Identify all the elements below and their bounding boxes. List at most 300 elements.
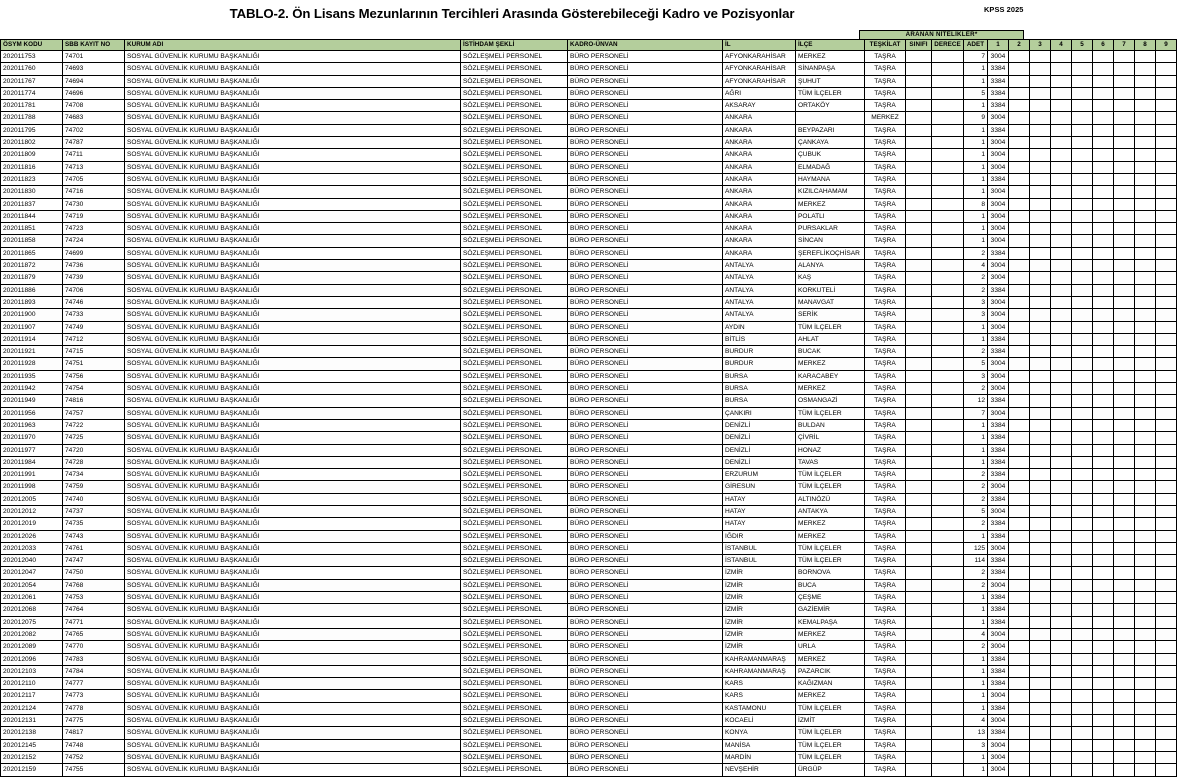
cell-derece — [932, 469, 964, 481]
table-row[interactable] — [1, 727, 1177, 739]
table-row[interactable] — [1, 567, 1177, 579]
cell-sinifi — [906, 333, 932, 345]
column-header-il[interactable]: İL — [723, 40, 796, 51]
cell-kadro_unvan: BÜRO PERSONELİ — [568, 579, 723, 591]
table-row[interactable] — [1, 456, 1177, 468]
cell-nitelik-4 — [1051, 751, 1072, 763]
table-row[interactable] — [1, 481, 1177, 493]
cell-sinifi — [906, 223, 932, 235]
table-row[interactable] — [1, 653, 1177, 665]
column-header-osym_kodu[interactable]: ÖSYM KODU — [1, 40, 63, 51]
cell-il: ANTALYA — [723, 260, 796, 272]
cell-nitelik-7 — [1114, 346, 1135, 358]
cell-istihdam_sekli: SÖZLEŞMELİ PERSONEL — [461, 186, 568, 198]
cell-istihdam_sekli: SÖZLEŞMELİ PERSONEL — [461, 112, 568, 124]
cell-nitelik-9 — [1156, 739, 1177, 751]
cell-nitelik-2 — [1009, 456, 1030, 468]
column-header-nitelik-1[interactable]: 1 — [988, 40, 1009, 51]
cell-il: AFYONKARAHİSAR — [723, 75, 796, 87]
cell-nitelik-8 — [1135, 567, 1156, 579]
cell-derece — [932, 555, 964, 567]
cell-kurum_adi: SOSYAL GÜVENLİK KURUMU BAŞKANLIĞI — [125, 493, 461, 505]
table-row[interactable] — [1, 518, 1177, 530]
cell-nitelik-7 — [1114, 518, 1135, 530]
cell-nitelik-7 — [1114, 665, 1135, 677]
cell-istihdam_sekli: SÖZLEŞMELİ PERSONEL — [461, 653, 568, 665]
cell-nitelik-6 — [1093, 542, 1114, 554]
cell-il: İZMİR — [723, 616, 796, 628]
table-row[interactable] — [1, 370, 1177, 382]
cell-nitelik-4 — [1051, 493, 1072, 505]
cell-adet: 4 — [964, 260, 988, 272]
cell-nitelik-7 — [1114, 702, 1135, 714]
cell-sbb_kayit_no: 74783 — [63, 653, 125, 665]
cell-istihdam_sekli: SÖZLEŞMELİ PERSONEL — [461, 161, 568, 173]
cell-nitelik-1: 3384 — [988, 493, 1009, 505]
cell-nitelik-2 — [1009, 641, 1030, 653]
cell-nitelik-3 — [1030, 727, 1051, 739]
cell-ilce: TÜM İLÇELER — [796, 555, 865, 567]
table-row[interactable] — [1, 272, 1177, 284]
cell-sbb_kayit_no: 74715 — [63, 346, 125, 358]
cell-sinifi — [906, 493, 932, 505]
cell-nitelik-3 — [1030, 75, 1051, 87]
table-row[interactable] — [1, 493, 1177, 505]
table-row[interactable] — [1, 198, 1177, 210]
table-row[interactable] — [1, 235, 1177, 247]
table-row[interactable] — [1, 579, 1177, 591]
cell-nitelik-4 — [1051, 51, 1072, 63]
table-row[interactable] — [1, 87, 1177, 99]
cell-derece — [932, 604, 964, 616]
cell-nitelik-5 — [1072, 161, 1093, 173]
cell-nitelik-9 — [1156, 383, 1177, 395]
cell-nitelik-4 — [1051, 395, 1072, 407]
cell-ilce: BEYPAZARI — [796, 124, 865, 136]
cell-il: HATAY — [723, 493, 796, 505]
cell-nitelik-9 — [1156, 210, 1177, 222]
cell-kurum_adi: SOSYAL GÜVENLİK KURUMU BAŞKANLIĞI — [125, 346, 461, 358]
cell-nitelik-5 — [1072, 51, 1093, 63]
cell-nitelik-9 — [1156, 198, 1177, 210]
cell-nitelik-2 — [1009, 333, 1030, 345]
cell-osym_kodu: 202011858 — [1, 235, 63, 247]
cell-kurum_adi: SOSYAL GÜVENLİK KURUMU BAŞKANLIĞI — [125, 555, 461, 567]
table-row[interactable] — [1, 739, 1177, 751]
cell-nitelik-1: 3384 — [988, 653, 1009, 665]
cell-istihdam_sekli: SÖZLEŞMELİ PERSONEL — [461, 505, 568, 517]
cell-teskilat: MERKEZ — [865, 112, 906, 124]
cell-adet: 1 — [964, 173, 988, 185]
cell-istihdam_sekli: SÖZLEŞMELİ PERSONEL — [461, 604, 568, 616]
cell-nitelik-1: 3384 — [988, 555, 1009, 567]
cell-istihdam_sekli: SÖZLEŞMELİ PERSONEL — [461, 124, 568, 136]
cell-nitelik-4 — [1051, 690, 1072, 702]
cell-nitelik-4 — [1051, 641, 1072, 653]
cell-nitelik-7 — [1114, 161, 1135, 173]
cell-nitelik-4 — [1051, 296, 1072, 308]
cell-nitelik-8 — [1135, 296, 1156, 308]
cell-nitelik-4 — [1051, 100, 1072, 112]
cell-nitelik-2 — [1009, 628, 1030, 640]
cell-kadro_unvan: BÜRO PERSONELİ — [568, 358, 723, 370]
cell-nitelik-1: 3384 — [988, 665, 1009, 677]
column-header-kurum_adi[interactable]: KURUM ADI — [125, 40, 461, 51]
cell-nitelik-7 — [1114, 87, 1135, 99]
cell-nitelik-9 — [1156, 764, 1177, 776]
table-row[interactable] — [1, 592, 1177, 604]
cell-nitelik-2 — [1009, 555, 1030, 567]
cell-nitelik-9 — [1156, 481, 1177, 493]
cell-il: ANTALYA — [723, 272, 796, 284]
cell-nitelik-4 — [1051, 87, 1072, 99]
cell-ilce: ÇUBUK — [796, 149, 865, 161]
table-row[interactable] — [1, 764, 1177, 776]
cell-adet: 1 — [964, 235, 988, 247]
cell-adet: 1 — [964, 592, 988, 604]
table-row[interactable] — [1, 186, 1177, 198]
cell-ilce: ÇİVRİL — [796, 432, 865, 444]
cell-teskilat: TAŞRA — [865, 493, 906, 505]
cell-sinifi — [906, 63, 932, 75]
cell-nitelik-1: 3384 — [988, 456, 1009, 468]
cell-nitelik-6 — [1093, 616, 1114, 628]
column-header-sinifi[interactable]: SINIFI — [906, 40, 932, 51]
cell-il: ANTALYA — [723, 309, 796, 321]
table-row[interactable] — [1, 628, 1177, 640]
cell-nitelik-8 — [1135, 678, 1156, 690]
cell-kadro_unvan: BÜRO PERSONELİ — [568, 210, 723, 222]
cell-nitelik-2 — [1009, 247, 1030, 259]
cell-nitelik-2 — [1009, 173, 1030, 185]
cell-derece — [932, 567, 964, 579]
cell-istihdam_sekli: SÖZLEŞMELİ PERSONEL — [461, 739, 568, 751]
cell-ilce: ÜRGÜP — [796, 764, 865, 776]
cell-nitelik-9 — [1156, 518, 1177, 530]
cell-kurum_adi: SOSYAL GÜVENLİK KURUMU BAŞKANLIĞI — [125, 137, 461, 149]
cell-osym_kodu: 202012005 — [1, 493, 63, 505]
cell-kurum_adi: SOSYAL GÜVENLİK KURUMU BAŞKANLIĞI — [125, 87, 461, 99]
table-row[interactable] — [1, 407, 1177, 419]
cell-sinifi — [906, 592, 932, 604]
cell-nitelik-1: 3004 — [988, 51, 1009, 63]
cell-nitelik-8 — [1135, 75, 1156, 87]
table-row[interactable] — [1, 161, 1177, 173]
column-header-nitelik-2[interactable]: 2 — [1009, 40, 1030, 51]
cell-nitelik-5 — [1072, 690, 1093, 702]
cell-nitelik-2 — [1009, 579, 1030, 591]
cell-kadro_unvan: BÜRO PERSONELİ — [568, 75, 723, 87]
cell-sinifi — [906, 124, 932, 136]
cell-nitelik-6 — [1093, 727, 1114, 739]
cell-nitelik-1: 3004 — [988, 309, 1009, 321]
column-header-nitelik-9[interactable]: 9 — [1156, 40, 1177, 51]
column-header-nitelik-6[interactable]: 6 — [1093, 40, 1114, 51]
table-row[interactable] — [1, 173, 1177, 185]
table-row[interactable] — [1, 542, 1177, 554]
cell-nitelik-3 — [1030, 456, 1051, 468]
column-header-nitelik-5[interactable]: 5 — [1072, 40, 1093, 51]
cell-nitelik-7 — [1114, 100, 1135, 112]
table-row[interactable] — [1, 284, 1177, 296]
cell-nitelik-7 — [1114, 555, 1135, 567]
cell-nitelik-5 — [1072, 186, 1093, 198]
cell-istihdam_sekli: SÖZLEŞMELİ PERSONEL — [461, 321, 568, 333]
cell-il: AFYONKARAHİSAR — [723, 63, 796, 75]
cell-derece — [932, 419, 964, 431]
cell-derece — [932, 87, 964, 99]
table-row[interactable] — [1, 432, 1177, 444]
table-row[interactable] — [1, 309, 1177, 321]
cell-nitelik-4 — [1051, 542, 1072, 554]
cell-ilce: MERKEZ — [796, 530, 865, 542]
cell-kurum_adi: SOSYAL GÜVENLİK KURUMU BAŞKANLIĞI — [125, 751, 461, 763]
cell-adet: 2 — [964, 272, 988, 284]
cell-nitelik-5 — [1072, 75, 1093, 87]
cell-kurum_adi: SOSYAL GÜVENLİK KURUMU BAŞKANLIĞI — [125, 75, 461, 87]
cell-nitelik-9 — [1156, 63, 1177, 75]
cell-nitelik-8 — [1135, 370, 1156, 382]
cell-nitelik-1: 3384 — [988, 419, 1009, 431]
cell-nitelik-3 — [1030, 124, 1051, 136]
cell-nitelik-9 — [1156, 407, 1177, 419]
table-row[interactable] — [1, 505, 1177, 517]
table-row[interactable] — [1, 641, 1177, 653]
cell-istihdam_sekli: SÖZLEŞMELİ PERSONEL — [461, 358, 568, 370]
cell-osym_kodu: 202012159 — [1, 764, 63, 776]
table-row[interactable] — [1, 63, 1177, 75]
table-row[interactable] — [1, 665, 1177, 677]
cell-sinifi — [906, 210, 932, 222]
cell-adet: 1 — [964, 161, 988, 173]
cell-nitelik-5 — [1072, 173, 1093, 185]
cell-nitelik-6 — [1093, 764, 1114, 776]
table-row[interactable] — [1, 690, 1177, 702]
cell-sbb_kayit_no: 74752 — [63, 751, 125, 763]
cell-istihdam_sekli: SÖZLEŞMELİ PERSONEL — [461, 542, 568, 554]
table-row[interactable] — [1, 149, 1177, 161]
cell-kurum_adi: SOSYAL GÜVENLİK KURUMU BAŞKANLIĞI — [125, 124, 461, 136]
cell-nitelik-1: 3004 — [988, 161, 1009, 173]
table-row[interactable] — [1, 715, 1177, 727]
table-row[interactable] — [1, 419, 1177, 431]
table-row[interactable] — [1, 346, 1177, 358]
cell-nitelik-3 — [1030, 764, 1051, 776]
cell-sbb_kayit_no: 74711 — [63, 149, 125, 161]
cell-nitelik-9 — [1156, 321, 1177, 333]
cell-il: IĞDIR — [723, 530, 796, 542]
cell-osym_kodu: 202011893 — [1, 296, 63, 308]
table-row[interactable] — [1, 444, 1177, 456]
cell-osym_kodu: 202011830 — [1, 186, 63, 198]
table-row[interactable] — [1, 751, 1177, 763]
table-row[interactable] — [1, 469, 1177, 481]
cell-sinifi — [906, 370, 932, 382]
cell-nitelik-9 — [1156, 51, 1177, 63]
table-row[interactable] — [1, 260, 1177, 272]
column-header-ilce[interactable]: İLÇE — [796, 40, 865, 51]
cell-nitelik-2 — [1009, 186, 1030, 198]
cell-derece — [932, 149, 964, 161]
table-row[interactable] — [1, 604, 1177, 616]
table-row[interactable] — [1, 247, 1177, 259]
cell-nitelik-4 — [1051, 505, 1072, 517]
cell-nitelik-2 — [1009, 481, 1030, 493]
cell-nitelik-4 — [1051, 235, 1072, 247]
cell-sbb_kayit_no: 74753 — [63, 592, 125, 604]
cell-nitelik-7 — [1114, 764, 1135, 776]
cell-nitelik-2 — [1009, 592, 1030, 604]
cell-nitelik-9 — [1156, 604, 1177, 616]
cell-teskilat: TAŞRA — [865, 149, 906, 161]
table-row[interactable] — [1, 100, 1177, 112]
table-row[interactable] — [1, 358, 1177, 370]
cell-nitelik-5 — [1072, 727, 1093, 739]
cell-osym_kodu: 202011942 — [1, 383, 63, 395]
cell-nitelik-5 — [1072, 321, 1093, 333]
cell-adet: 125 — [964, 542, 988, 554]
cell-osym_kodu: 202012019 — [1, 518, 63, 530]
table-row[interactable] — [1, 75, 1177, 87]
cell-nitelik-9 — [1156, 358, 1177, 370]
cell-nitelik-5 — [1072, 641, 1093, 653]
cell-nitelik-3 — [1030, 63, 1051, 75]
cell-osym_kodu: 202011970 — [1, 432, 63, 444]
cell-sinifi — [906, 321, 932, 333]
cell-teskilat: TAŞRA — [865, 419, 906, 431]
table-row[interactable] — [1, 333, 1177, 345]
cell-sbb_kayit_no: 74712 — [63, 333, 125, 345]
cell-sinifi — [906, 665, 932, 677]
cell-nitelik-8 — [1135, 173, 1156, 185]
cell-nitelik-9 — [1156, 161, 1177, 173]
cell-ilce: TÜM İLÇELER — [796, 702, 865, 714]
cell-il: ANKARA — [723, 161, 796, 173]
cell-nitelik-7 — [1114, 469, 1135, 481]
cell-nitelik-7 — [1114, 309, 1135, 321]
cell-sinifi — [906, 407, 932, 419]
cell-nitelik-1: 3004 — [988, 149, 1009, 161]
cell-nitelik-3 — [1030, 137, 1051, 149]
cell-nitelik-3 — [1030, 715, 1051, 727]
cell-kadro_unvan: BÜRO PERSONELİ — [568, 702, 723, 714]
cell-nitelik-1: 3384 — [988, 100, 1009, 112]
table-row[interactable] — [1, 51, 1177, 63]
table-row[interactable] — [1, 112, 1177, 124]
cell-sbb_kayit_no: 74751 — [63, 358, 125, 370]
cell-nitelik-6 — [1093, 161, 1114, 173]
table-row[interactable] — [1, 210, 1177, 222]
cell-derece — [932, 210, 964, 222]
column-header-nitelik-4[interactable]: 4 — [1051, 40, 1072, 51]
cell-kurum_adi: SOSYAL GÜVENLİK KURUMU BAŞKANLIĞI — [125, 419, 461, 431]
cell-derece — [932, 247, 964, 259]
column-header-nitelik-3[interactable]: 3 — [1030, 40, 1051, 51]
cell-nitelik-7 — [1114, 727, 1135, 739]
cell-nitelik-3 — [1030, 395, 1051, 407]
cell-nitelik-2 — [1009, 51, 1030, 63]
table-row[interactable] — [1, 530, 1177, 542]
cell-il: DENİZLİ — [723, 456, 796, 468]
table-row[interactable] — [1, 223, 1177, 235]
cell-nitelik-4 — [1051, 678, 1072, 690]
cell-nitelik-5 — [1072, 198, 1093, 210]
cell-teskilat: TAŞRA — [865, 223, 906, 235]
table-row[interactable] — [1, 321, 1177, 333]
cell-adet: 13 — [964, 727, 988, 739]
cell-adet: 2 — [964, 469, 988, 481]
table-row[interactable] — [1, 395, 1177, 407]
cell-nitelik-6 — [1093, 641, 1114, 653]
column-header-nitelik-8[interactable]: 8 — [1135, 40, 1156, 51]
cell-osym_kodu: 202011900 — [1, 309, 63, 321]
cell-sinifi — [906, 641, 932, 653]
table-row[interactable] — [1, 296, 1177, 308]
cell-nitelik-7 — [1114, 358, 1135, 370]
cell-istihdam_sekli: SÖZLEŞMELİ PERSONEL — [461, 493, 568, 505]
cell-adet: 9 — [964, 112, 988, 124]
cell-nitelik-6 — [1093, 75, 1114, 87]
cell-osym_kodu: 202012145 — [1, 739, 63, 751]
cell-nitelik-3 — [1030, 346, 1051, 358]
cell-adet: 1 — [964, 751, 988, 763]
table-row[interactable] — [1, 702, 1177, 714]
column-header-teskilat[interactable]: TEŞKİLAT — [865, 40, 906, 51]
cell-nitelik-9 — [1156, 567, 1177, 579]
cell-nitelik-8 — [1135, 604, 1156, 616]
cell-kadro_unvan: BÜRO PERSONELİ — [568, 272, 723, 284]
cell-nitelik-1: 3004 — [988, 505, 1009, 517]
column-header-kadro_unvan[interactable]: KADRO-ÜNVAN — [568, 40, 723, 51]
cell-ilce: ÇEŞME — [796, 592, 865, 604]
cell-nitelik-9 — [1156, 592, 1177, 604]
cell-nitelik-3 — [1030, 87, 1051, 99]
cell-nitelik-7 — [1114, 124, 1135, 136]
cell-derece — [932, 112, 964, 124]
table-row[interactable] — [1, 124, 1177, 136]
cell-adet: 1 — [964, 321, 988, 333]
column-header-sbb_kayit_no[interactable]: SBB KAYIT NO — [63, 40, 125, 51]
cell-nitelik-6 — [1093, 555, 1114, 567]
cell-nitelik-4 — [1051, 346, 1072, 358]
table-row[interactable] — [1, 383, 1177, 395]
cell-sinifi — [906, 481, 932, 493]
cell-sbb_kayit_no: 74706 — [63, 284, 125, 296]
table-row[interactable] — [1, 616, 1177, 628]
cell-il: BURSA — [723, 383, 796, 395]
cell-kurum_adi: SOSYAL GÜVENLİK KURUMU BAŞKANLIĞI — [125, 358, 461, 370]
table-row[interactable] — [1, 137, 1177, 149]
cell-nitelik-5 — [1072, 296, 1093, 308]
cell-istihdam_sekli: SÖZLEŞMELİ PERSONEL — [461, 346, 568, 358]
column-header-nitelik-7[interactable]: 7 — [1114, 40, 1135, 51]
column-header-derece[interactable]: DERECE — [932, 40, 964, 51]
cell-ilce: TÜM İLÇELER — [796, 407, 865, 419]
cell-sbb_kayit_no: 74730 — [63, 198, 125, 210]
cell-kadro_unvan: BÜRO PERSONELİ — [568, 198, 723, 210]
group-header-spacer — [0, 30, 859, 39]
column-header-istihdam_sekli[interactable]: İSTİHDAM ŞEKLİ — [461, 40, 568, 51]
cell-nitelik-7 — [1114, 628, 1135, 640]
table-row[interactable] — [1, 555, 1177, 567]
cell-istihdam_sekli: SÖZLEŞMELİ PERSONEL — [461, 235, 568, 247]
cell-teskilat: TAŞRA — [865, 456, 906, 468]
cell-nitelik-8 — [1135, 690, 1156, 702]
column-header-adet[interactable]: ADET — [964, 40, 988, 51]
cell-nitelik-8 — [1135, 518, 1156, 530]
table-row[interactable] — [1, 678, 1177, 690]
cell-il: KONYA — [723, 727, 796, 739]
